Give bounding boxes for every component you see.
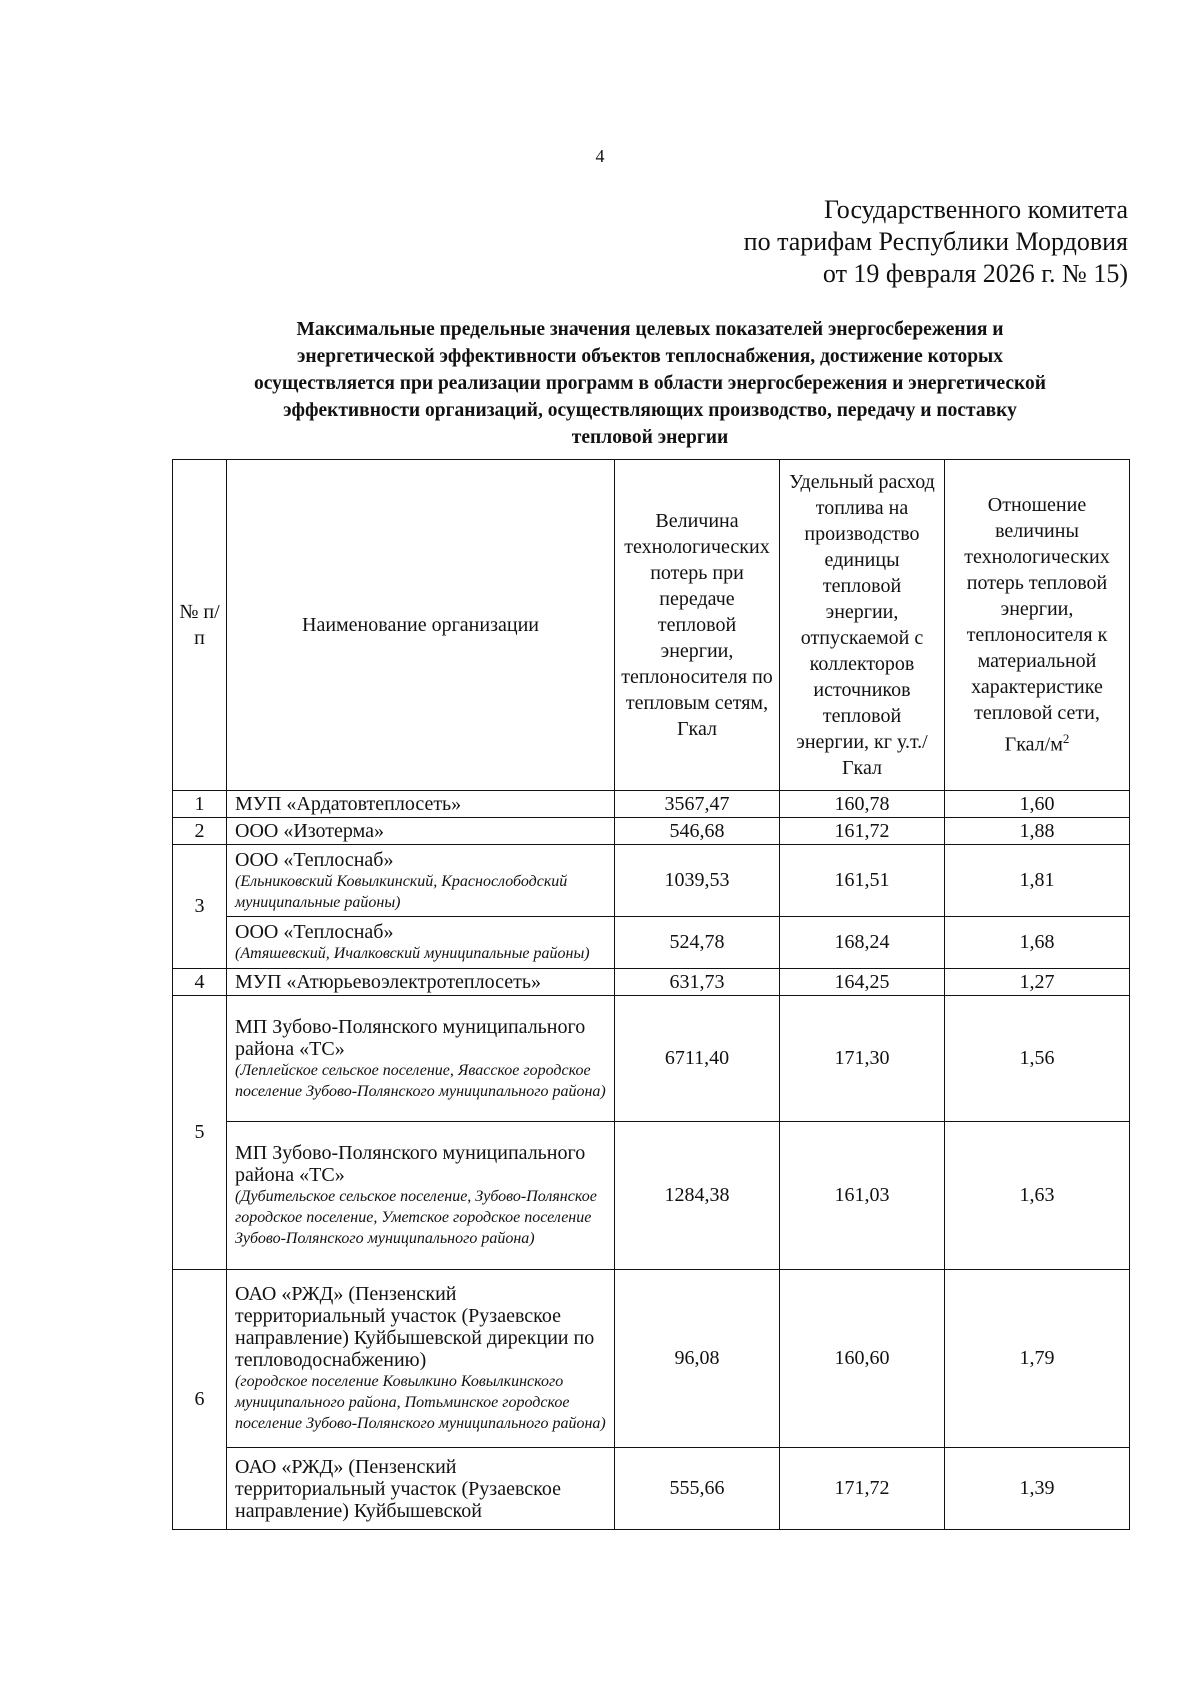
org-name: ООО «Изотерма» — [227, 818, 615, 845]
losses-value: 524,78 — [615, 917, 780, 969]
row-num: 3 — [173, 845, 227, 969]
table-row — [173, 818, 1130, 845]
org-note: (Леплейское сельское поселение, Явасское городское поселение Зубово-Полянского муниципального района) — [235, 1061, 606, 1100]
org-name: МУП «Ардатовтеплосеть» — [227, 791, 615, 818]
org-note: (Дубительское сельское поселение, Зубово-Полянское городское поселение, Уметское городское поселение Зубово-Полянского муниципального района) — [235, 1188, 597, 1247]
org-name: МП Зубово-Полянского муниципального района «ТС» (Дубительское сельское поселение, Зубово-Полянское городское поселение, Уметское городское поселение Зубово-Полянского муниципального района) — [227, 1122, 615, 1270]
fuel-value: 171,30 — [780, 996, 945, 1122]
indicators-table — [172, 459, 1130, 1530]
header-line-2: по тарифам Республики Мордовия — [743, 227, 1128, 256]
ratio-value: 1,63 — [945, 1122, 1130, 1270]
losses-value: 6711,40 — [615, 996, 780, 1122]
ratio-value: 1,56 — [945, 996, 1130, 1122]
header-line-1: Государственного комитета — [824, 195, 1128, 224]
ratio-value: 1,79 — [945, 1270, 1130, 1448]
table-row — [173, 1448, 1130, 1530]
header-num: № п/п — [173, 460, 227, 791]
org-name: МП Зубово-Полянского муниципального района «ТС» (Леплейское сельское поселение, Явасское городское поселение Зубово-Полянского муниципального района) — [227, 996, 615, 1122]
fuel-value: 161,51 — [780, 845, 945, 917]
losses-value: 3567,47 — [615, 791, 780, 818]
org-name: ОАО «РЖД» (Пензенский территориальный участок (Рузаевское направление) Куйбышевской — [227, 1448, 615, 1530]
fuel-value: 160,60 — [780, 1270, 945, 1448]
org-note: (Атяшевский, Ичалковский муниципальные районы) — [235, 945, 590, 962]
losses-value: 1284,38 — [615, 1122, 780, 1270]
org-name: ОАО «РЖД» (Пензенский территориальный участок (Рузаевское направление) Куйбышевской дирекции по тепловодоснабжению) (городское поселение Ковылкино Ковылкинского муниципального района, Потьминское городское поселение Зубово-Полянского муниципального района) — [227, 1270, 615, 1448]
table-row — [173, 1122, 1130, 1270]
header-losses: Величина технологических потерь при передаче тепловой энергии, теплоносителя по тепловым сетям, Гкал — [615, 460, 780, 791]
fuel-value: 161,03 — [780, 1122, 945, 1270]
org-name: МУП «Атюрьевоэлектротеплосеть» — [227, 969, 615, 996]
table-row — [173, 845, 1130, 917]
row-num: 5 — [173, 996, 227, 1270]
header-fuel: Удельный расход топлива на производство единицы тепловой энергии, отпускаемой с коллекторов источников тепловой энергии, кг у.т./Гкал — [780, 460, 945, 791]
header-line-3: от 19 февраля 2026 г. № 15) — [822, 259, 1128, 288]
ratio-value: 1,39 — [945, 1448, 1130, 1530]
table-row — [173, 996, 1130, 1122]
header-name: Наименование организации — [227, 460, 615, 791]
fuel-value: 161,72 — [780, 818, 945, 845]
table-row — [173, 969, 1130, 996]
ratio-value: 1,81 — [945, 845, 1130, 917]
header-ratio: Отношение величины технологических потерь тепловой энергии, теплоносителя к материальной характеристике тепловой сети, Гкал/$м^2$ — [945, 460, 1130, 791]
title-line-2: энергетической эффективности объектов теплоснабжения, достижение которых — [296, 346, 1004, 367]
table-row — [173, 791, 1130, 818]
document-header — [744, 194, 1128, 290]
row-num: 4 — [173, 969, 227, 996]
ratio-value: 1,88 — [945, 818, 1130, 845]
losses-value: 631,73 — [615, 969, 780, 996]
ratio-value: 1,60 — [945, 791, 1130, 818]
table-header-row — [173, 460, 1130, 791]
org-name: ООО «Теплоснаб» (Атяшевский, Ичалковский муниципальные районы) — [227, 917, 615, 969]
ratio-value: 1,68 — [945, 917, 1130, 969]
document-title — [160, 316, 1140, 451]
org-note: (городское поселение Ковылкино Ковылкинского муниципального района, Потьминское городское поселение Зубово-Полянского муниципального района) — [235, 1373, 606, 1432]
losses-value: 1039,53 — [615, 845, 780, 917]
table-row — [173, 917, 1130, 969]
losses-value: 555,66 — [615, 1448, 780, 1530]
fuel-value: 171,72 — [780, 1448, 945, 1530]
row-num: 1 — [173, 791, 227, 818]
losses-value: 546,68 — [615, 818, 780, 845]
title-line-4: эффективности организаций, осуществляющих производство, передачу и поставку — [283, 400, 1017, 421]
fuel-value: 168,24 — [780, 917, 945, 969]
ratio-value: 1,27 — [945, 969, 1130, 996]
fuel-value: 160,78 — [780, 791, 945, 818]
losses-value: 96,08 — [615, 1270, 780, 1448]
org-name: ООО «Теплоснаб» (Ельниковский Ковылкинский, Краснослободский муниципальные районы) — [227, 845, 615, 917]
row-num: 2 — [173, 818, 227, 845]
title-line-5: тепловой энергии — [571, 427, 729, 448]
title-line-1: Максимальные предельные значения целевых показателей энергосбережения и — [296, 319, 1004, 340]
header-ratio-sup: 2 — [1062, 731, 1070, 747]
table-row — [173, 1270, 1130, 1448]
page-number: 4 — [595, 146, 605, 166]
org-note: (Ельниковский Ковылкинский, Краснослободский муниципальные районы) — [235, 872, 568, 911]
fuel-value: 164,25 — [780, 969, 945, 996]
title-line-3: осуществляется при реализации программ в области энергосбережения и энергетической — [253, 373, 1047, 394]
row-num: 6 — [173, 1270, 227, 1530]
